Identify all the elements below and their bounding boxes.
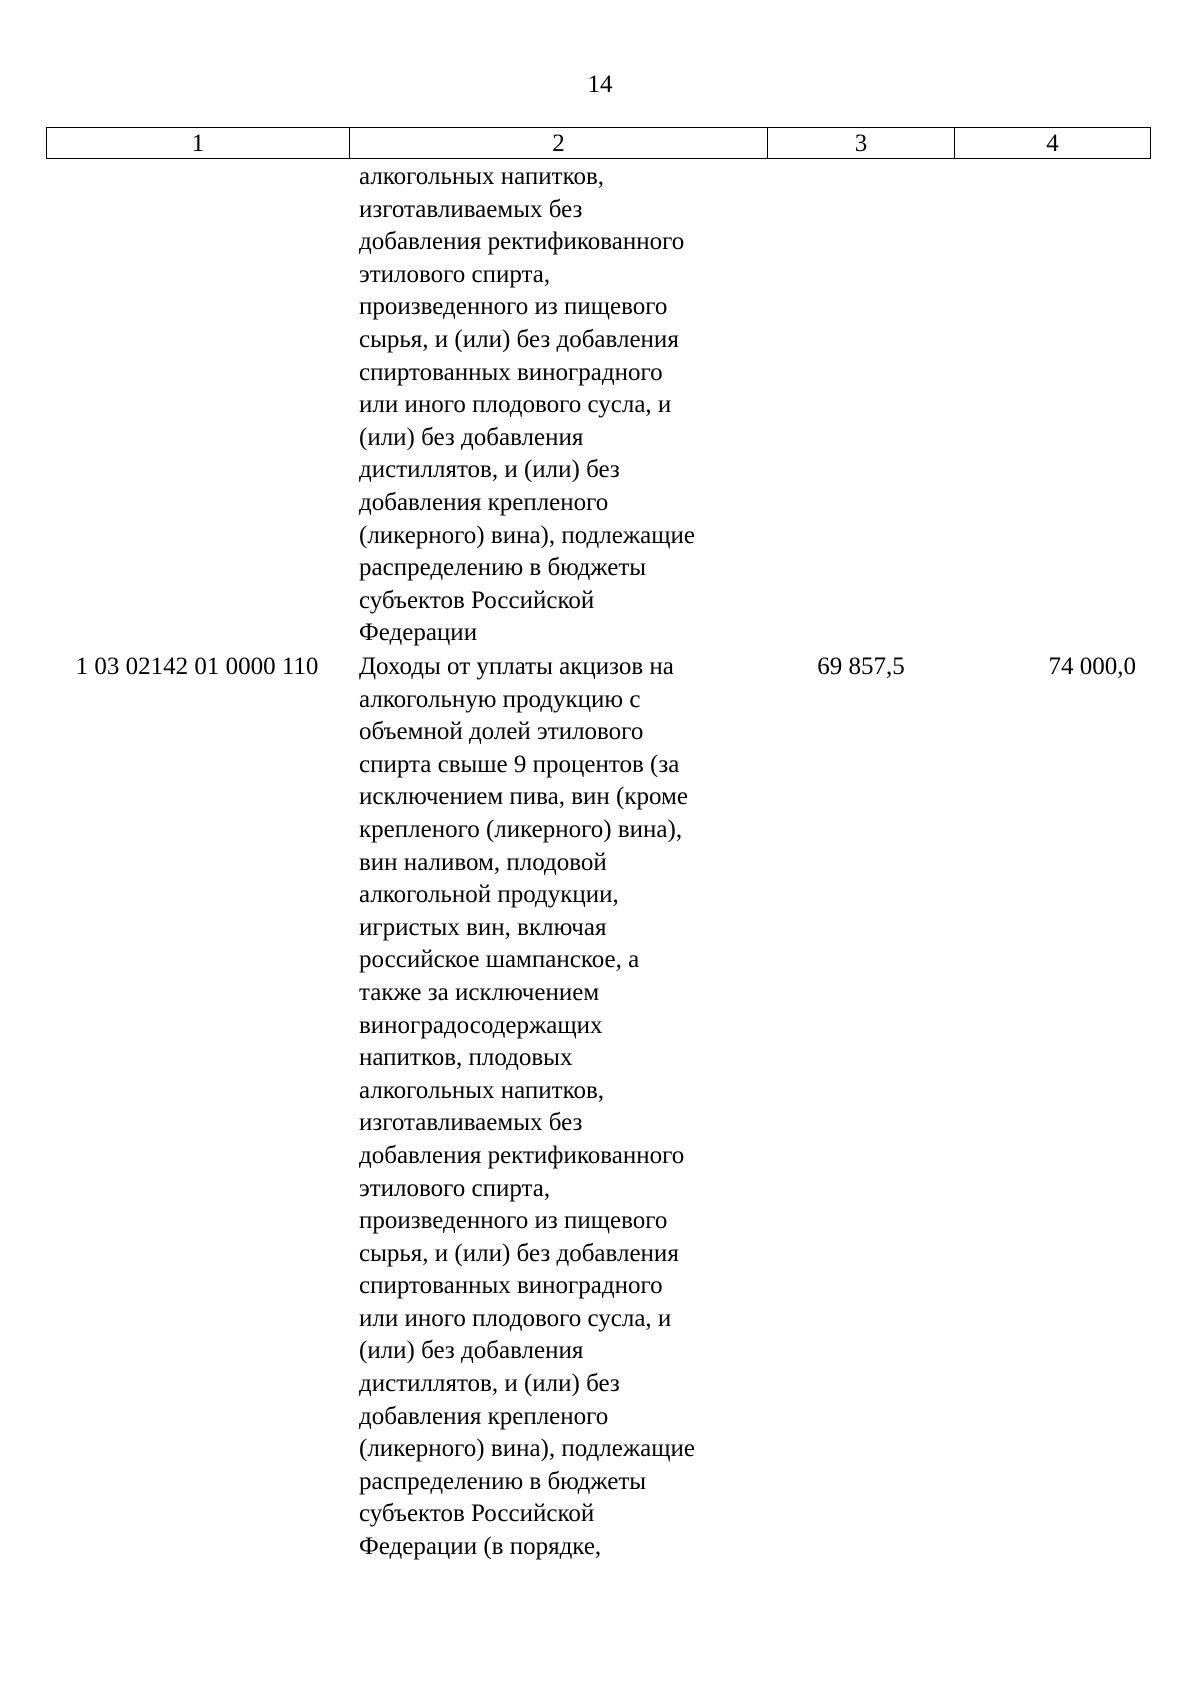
row-code: 1 03 02142 01 0000 110 bbox=[75, 653, 319, 680]
column-header-1: 1 bbox=[47, 128, 350, 159]
table-header-row bbox=[47, 128, 1151, 159]
column-header-2: 2 bbox=[350, 128, 768, 159]
page-number: 14 bbox=[587, 71, 613, 98]
row-value-col3: 69 857,5 bbox=[817, 653, 905, 680]
row-description: Доходы от уплаты акцизов на алкогольную продукцию с объемной долей этилового спирта свыше 9 процентов (за исключением пива, вин (кроме крепленого (ликерного) вина), вин наливом, плодовой алкогольной продукции, игристых вин, включая российское шампанское, а также за исключением виноградосодержащих напитков, плодовых алкогольных напитков, изготавливаемых без добавления ректификованного этилового спирта, произведенного из пищевого сырья, и (или) без добавления спиртованных виноградного или иного плодового сусла, и (или) без добавления дистиллятов, и (или) без добавления крепленого (ликерного) вина), подлежащие распределению в бюджеты субъектов Российской Федерации (в порядке, bbox=[359, 653, 695, 1561]
column-header-3: 3 bbox=[768, 128, 955, 159]
table-header bbox=[46, 127, 1151, 159]
column-header-4: 4 bbox=[955, 128, 1151, 159]
row-value-col4: 74 000,0 bbox=[1048, 653, 1136, 680]
continued-row-description: алкогольных напитков, изготавливаемых без добавления ректификованного этилового спирта, произведенного из пищевого сырья, и (или) без добавления спиртованных виноградного или иного плодового сусла, и (или) без добавления дистиллятов, и (или) без добавления крепленого (ликерного) вина), подлежащие распределению в бюджеты субъектов Российской Федерации bbox=[359, 163, 695, 647]
